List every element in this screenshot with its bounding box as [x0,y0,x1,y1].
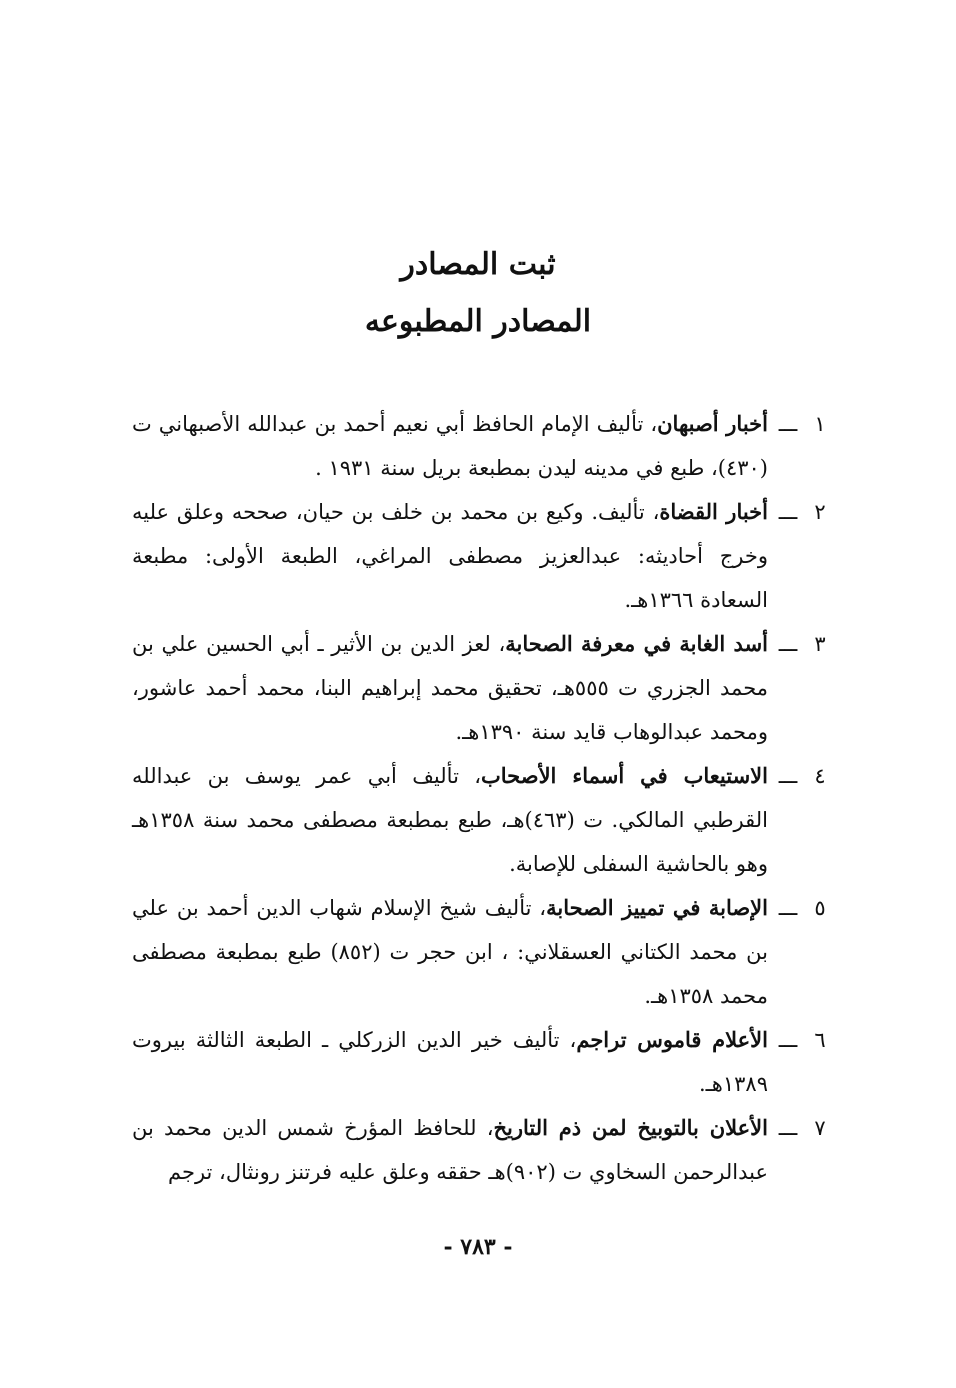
entry-text: ، تأليف. وكيع بن محمد بن خلف بن حيان، صححه وعلق عليه وخرج أحاديثه: عبدالعزيز مصطفى المراغي، الطبعة الأولى: مطبعة السعادة ١٣٦٦هـ. [132,500,768,612]
entry-text: ، تأليف شيخ الإسلام شهاب الدين أحمد بن علي بن محمد الكتاني العسقلاني: ، ابن حجر ت (٨٥٢) طبع بمطبعة مصطفى محمد ١٣٥٨هـ. [132,896,768,1008]
bibliography-list [132,402,832,1194]
entry-number: ٥ [814,896,826,920]
entry-number: ٦ [814,1028,826,1052]
entry-title: الأعلان بالتوبيخ لمن ذم التاريخ [493,1115,768,1140]
entry-text: ، لعز الدين بن الأثير ـ أبي الحسين علي بن محمد الجزري ت ٥٥٥هـ، تحقيق محمد إبراهيم البنا، محمد أحمد عاشور، ومحمد عبدالوهاب قايد سنة ١٣٩٠هـ. [132,632,768,744]
entry-title: أسد الغابة في معرفة الصحابة [505,631,768,656]
entry-title: الإصابة في تمييز الصحابة [546,895,768,920]
entry-text: ، تأليف أبي عمر يوسف بن عبدالله القرطبي المالكي. ت (٤٦٣)هـ، طبع بمطبعة مصطفى محمد سنة ١٣٥٨هـ وهو بالحاشية السفلى للإصابة. [132,764,768,876]
entry-title: أخبار أصبهان [657,411,768,436]
entry-text: ، للحافظ المؤرخ شمس الدين محمد بن عبدالرحمن السخاوي ت (٩٠٢)هـ حققه وعلق عليه فرتنز رونثال، ترجم [132,1116,768,1184]
entry-number: ٢ [814,500,826,524]
page-title: ثبت المصادر [400,247,556,282]
entry-text: ، تأليف خير الدين الزركلي ـ الطبعة الثالثة بيروت ١٣٨٩هـ. [132,1028,768,1096]
entry-title: أخبار القضاة [659,499,768,524]
entry-title: الاستيعاب في أسماء الأصحاب [481,763,768,788]
bibliography-entry-5 [132,886,832,1018]
bibliography-entry-4 [132,754,832,886]
bibliography-entry-1 [132,402,832,490]
bibliography-entry-7 [132,1106,832,1194]
entry-dash: ـــ [778,764,798,788]
entry-dash: ـــ [778,412,798,436]
entry-number: ٧ [814,1116,826,1140]
entry-dash: ـــ [778,1028,798,1052]
entry-title: الأعلام قاموس تراجم [576,1027,768,1052]
bibliography-entry-2 [132,490,832,622]
entry-dash: ـــ [778,632,798,656]
entry-dash: ـــ [778,896,798,920]
entry-number: ١ [814,412,826,436]
entry-number: ٤ [814,764,826,788]
entry-text: ، تأليف الإمام الحافظ أبي نعيم أحمد بن عبدالله الأصبهاني ت (٤٣٠)، طبع في مدينه ليدن بمطبعة بريل سنة ١٩٣١ . [132,412,768,480]
bibliography-entry-3 [132,622,832,754]
page-subtitle: المصادر المطبوعه [364,304,592,339]
entry-dash: ـــ [778,1116,798,1140]
bibliography-entry-6 [132,1018,832,1106]
page-number: - ٧٨٣ - [443,1234,513,1260]
entry-dash: ـــ [778,500,798,524]
entry-number: ٣ [814,632,826,656]
